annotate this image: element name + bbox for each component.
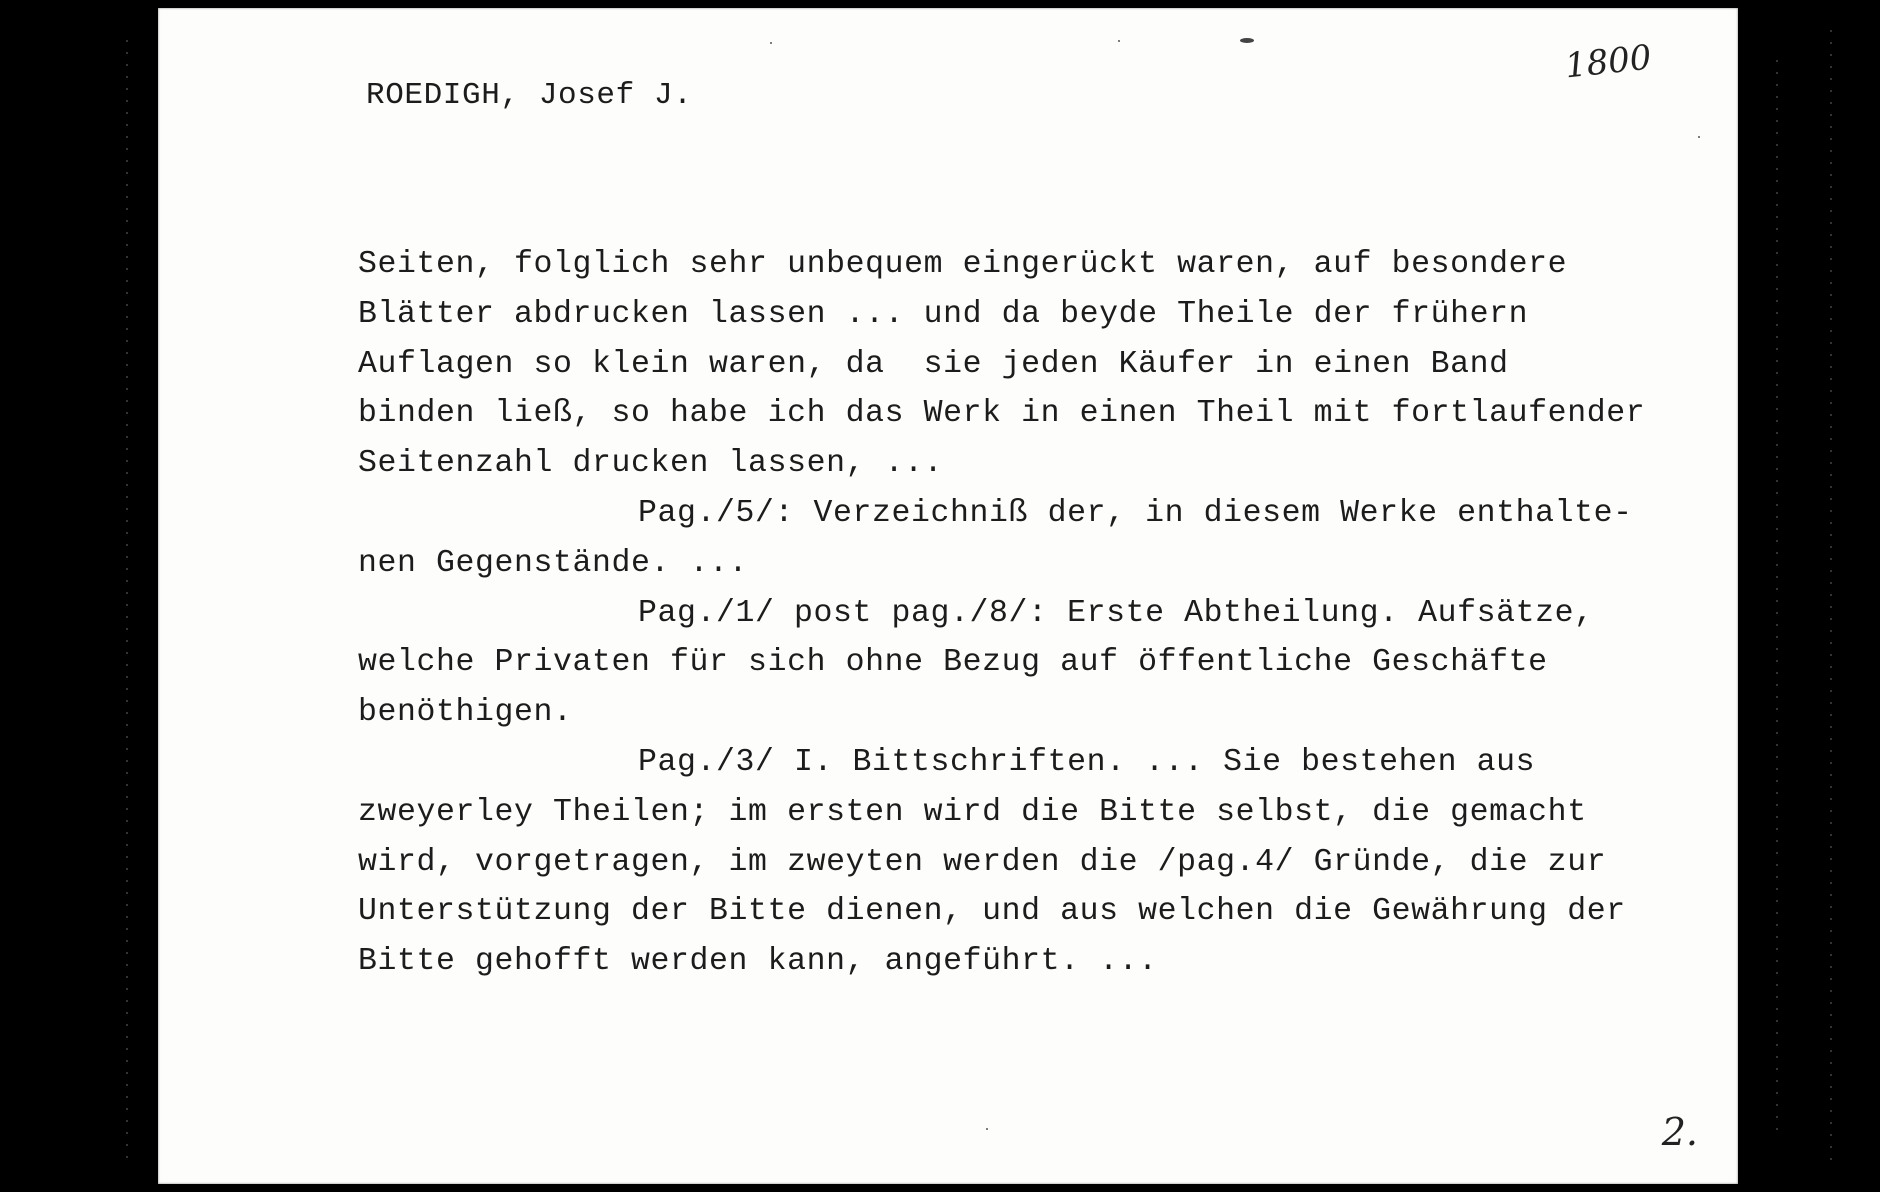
index-card [158,8,1738,1184]
text-line: Bitte gehofft werden kann, angeführt. ... [358,944,1158,980]
text-line: Seitenzahl drucken lassen, ... [358,446,944,482]
speck [1118,40,1120,42]
text-line: zweyerley Theilen; im ersten wird die Bitte selbst, die gemacht [358,794,1587,830]
text-line: nen Gegenstände. ... [358,545,749,581]
text-line: benöthigen. [358,695,573,731]
text-line: Blätter abdrucken lassen ... und da beyde Theile der frühern [358,296,1529,332]
text-line: welche Privaten für sich ohne Bezug auf öffentliche Geschäfte [358,645,1548,681]
text-line: Unterstützung der Bitte dienen, und aus welchen die Gewährung der [358,894,1626,930]
handwritten-page-number: 2. [1661,1110,1698,1154]
text-line: Pag./3/ I. Bittschriften. ... Sie bestehen aus [638,744,1536,780]
speck [1698,136,1700,138]
text-line: Auflagen so klein waren, da sie jeden Käufer in einen Band [358,346,1509,382]
text-line: wird, vorgetragen, im zweyten werden die /pag.4/ Gründe, die zur [358,844,1607,880]
card-body-text [358,240,1698,987]
speck [1240,38,1254,43]
film-edge-marks-left [126,40,128,1160]
handwritten-year: 1800 [1563,37,1654,87]
text-line: Pag./1/ post pag./8/: Erste Abtheilung. Aufsätze, [638,595,1594,631]
speck [770,42,772,44]
card-header-name: ROEDIGH, Josef J. [366,78,693,113]
text-line: Seiten, folglich sehr unbequem eingerückt waren, auf besondere [358,247,1568,282]
speck [986,1128,988,1130]
text-line: binden ließ, so habe ich das Werk in einen Theil mit fortlaufender [358,396,1646,432]
film-edge-marks-right [1830,30,1832,1170]
film-edge-marks-right-2 [1776,60,1778,1140]
text-line: Pag./5/: Verzeichniß der, in diesem Werke enthalte- [638,495,1633,531]
